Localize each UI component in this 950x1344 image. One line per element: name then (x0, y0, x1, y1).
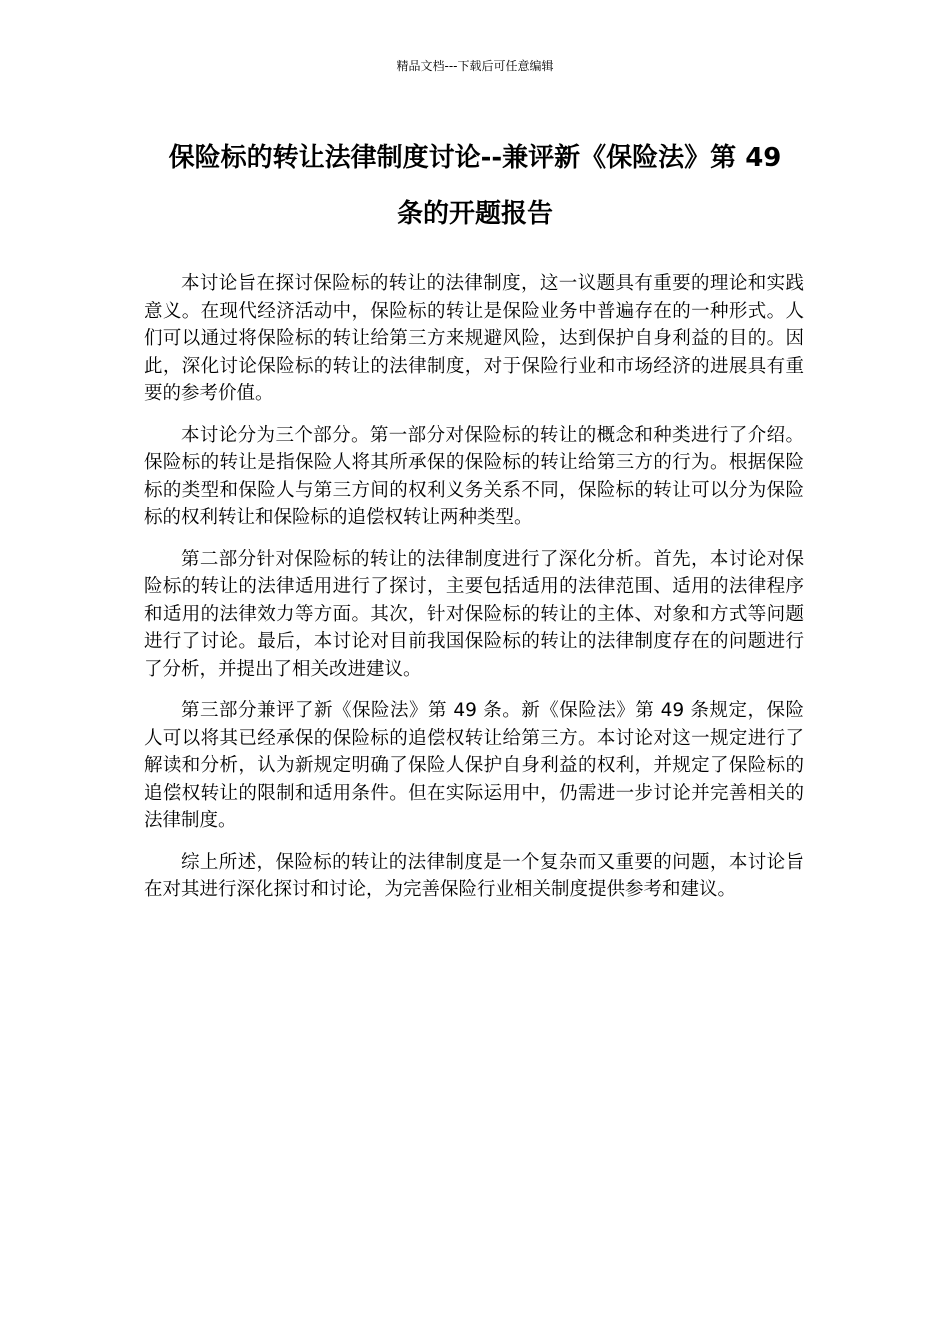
paragraph-conclusion: 综上所述，保险标的转让的法律制度是一个复杂而又重要的问题，本讨论旨在对其进行深化探讨和讨论，为完善保险行业相关制度提供参考和建议。 (144, 851, 804, 900)
title-line-1: 保险标的转让法律制度讨论--兼评新《保险法》第 49 (168, 143, 782, 173)
document-title (132, 130, 818, 242)
paragraph-intro: 本讨论旨在探讨保险标的转让的法律制度，这一议题具有重要的理论和实践意义。在现代经济活动中，保险标的转让是保险业务中普遍存在的一种形式。人们可以通过将保险标的转让给第三方来规避风险，达到保护自身利益的目的。因此，深化讨论保险标的转让的法律制度，对于保险行业和市场经济的进展具有重要的参考价值。 (144, 273, 804, 404)
document-body (144, 270, 804, 918)
paragraph-part-three: 第三部分兼评了新《保险法》第 49 条。新《保险法》第 49 条规定，保险人可以将其已经承保的保险标的追偿权转让给第三方。本讨论对这一规定进行了解读和分析，认为新规定明确了保险人保护自身利益的权利，并规定了保险标的追偿权转让的限制和适用条件。但在实际运用中，仍需进一步讨论并完善相关的法律制度。 (144, 700, 804, 831)
paragraph-part-two: 第二部分针对保险标的转让的法律制度进行了深化分析。首先，本讨论对保险标的转让的法律适用进行了探讨，主要包括适用的法律范围、适用的法律程序和适用的法律效力等方面。其次，针对保险标的转让的主体、对象和方式等问题进行了讨论。最后，本讨论对目前我国保险标的转让的法律制度存在的问题进行了分析，并提出了相关改进建议。 (144, 548, 804, 680)
paragraph-part-one: 本讨论分为三个部分。第一部分对保险标的转让的概念和种类进行了介绍。保险标的转让是指保险人将其所承保的保险标的转让给第三方的行为。根据保险标的类型和保险人与第三方间的权利义务关系不同，保险标的转让可以分为保险标的权利转让和保险标的追偿权转让两种类型。 (144, 424, 804, 528)
title-line-2: 条的开题报告 (396, 199, 553, 229)
header-note: 精品文档---下载后可任意编辑 (396, 59, 554, 73)
